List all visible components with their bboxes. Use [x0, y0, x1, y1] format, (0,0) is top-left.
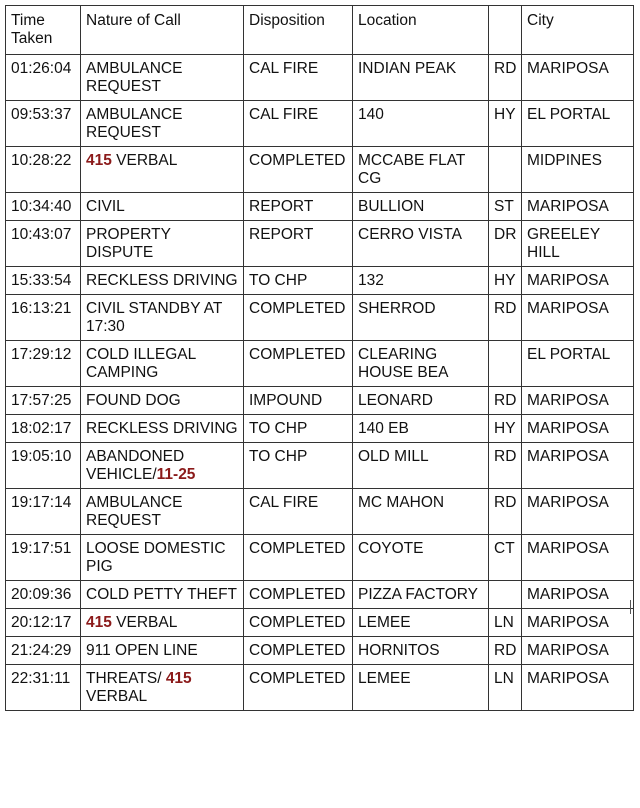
- nature-text: VERBAL: [111, 614, 178, 631]
- cell-nature: [81, 341, 244, 387]
- cell-location: OLD MILL: [353, 443, 489, 489]
- cell-disposition: TO CHP: [244, 415, 353, 443]
- cell-disposition: COMPLETED: [244, 147, 353, 193]
- cell-disposition: CAL FIRE: [244, 101, 353, 147]
- table-row: [6, 443, 634, 489]
- cell-nature: [81, 267, 244, 295]
- cell-disposition: CAL FIRE: [244, 55, 353, 101]
- cell-location: 140 EB: [353, 415, 489, 443]
- nature-text: RECKLESS DRIVING: [86, 420, 238, 437]
- cell-city: MARIPOSA: [522, 665, 634, 711]
- nature-text: RECKLESS DRIVING: [86, 272, 238, 289]
- cell-street-code: RD: [489, 443, 522, 489]
- cell-disposition: COMPLETED: [244, 665, 353, 711]
- cell-street-code: [489, 341, 522, 387]
- table-row: [6, 387, 634, 415]
- cell-location: PIZZA FACTORY: [353, 581, 489, 609]
- table-row: [6, 535, 634, 581]
- nature-text: CIVIL: [86, 198, 125, 215]
- cell-location: LEMEE: [353, 665, 489, 711]
- call-log-body: [6, 55, 634, 711]
- cell-nature: [81, 443, 244, 489]
- cell-city: MIDPINES: [522, 147, 634, 193]
- cell-city: MARIPOSA: [522, 637, 634, 665]
- cell-disposition: REPORT: [244, 221, 353, 267]
- cell-time: 10:28:22: [6, 147, 81, 193]
- table-row: [6, 221, 634, 267]
- table-row: [6, 55, 634, 101]
- cell-street-code: RD: [489, 55, 522, 101]
- cell-nature: [81, 535, 244, 581]
- nature-text: PROPERTY DISPUTE: [86, 226, 171, 261]
- cell-nature: [81, 295, 244, 341]
- header-nature-of-call: Nature of Call: [81, 6, 244, 55]
- cell-location: MC MAHON: [353, 489, 489, 535]
- cell-street-code: DR: [489, 221, 522, 267]
- cell-nature: [81, 637, 244, 665]
- cell-disposition: COMPLETED: [244, 581, 353, 609]
- nature-text: COLD PETTY THEFT: [86, 586, 238, 603]
- cell-time: 09:53:37: [6, 101, 81, 147]
- cell-time: 01:26:04: [6, 55, 81, 101]
- cell-street-code: RD: [489, 295, 522, 341]
- cell-time: 17:57:25: [6, 387, 81, 415]
- cell-nature: [81, 101, 244, 147]
- cell-disposition: TO CHP: [244, 267, 353, 295]
- cell-nature: [81, 489, 244, 535]
- table-row: [6, 581, 634, 609]
- cell-city: MARIPOSA: [522, 489, 634, 535]
- nature-text: VERBAL: [111, 152, 178, 169]
- header-time-taken: Time Taken: [6, 6, 81, 55]
- cell-city: EL PORTAL: [522, 101, 634, 147]
- cell-street-code: RD: [489, 637, 522, 665]
- cell-time: 18:02:17: [6, 415, 81, 443]
- code-highlight: 415: [86, 614, 112, 631]
- cell-time: 21:24:29: [6, 637, 81, 665]
- cell-disposition: IMPOUND: [244, 387, 353, 415]
- header-city: City: [522, 6, 634, 55]
- cell-location: BULLION: [353, 193, 489, 221]
- cell-disposition: COMPLETED: [244, 295, 353, 341]
- cell-location: 132: [353, 267, 489, 295]
- nature-text: AMBULANCE REQUEST: [86, 60, 183, 95]
- table-row: [6, 101, 634, 147]
- cell-nature: [81, 609, 244, 637]
- cell-time: 20:12:17: [6, 609, 81, 637]
- cell-location: LEMEE: [353, 609, 489, 637]
- cell-time: 16:13:21: [6, 295, 81, 341]
- cell-location: SHERROD: [353, 295, 489, 341]
- cell-time: 19:17:14: [6, 489, 81, 535]
- cell-time: 10:43:07: [6, 221, 81, 267]
- nature-text: 911 OPEN LINE: [86, 642, 198, 659]
- cell-disposition: CAL FIRE: [244, 489, 353, 535]
- cell-location: LEONARD: [353, 387, 489, 415]
- cell-street-code: [489, 581, 522, 609]
- table-row: [6, 489, 634, 535]
- cell-street-code: LN: [489, 609, 522, 637]
- cell-street-code: HY: [489, 101, 522, 147]
- cell-nature: [81, 193, 244, 221]
- cell-disposition: COMPLETED: [244, 341, 353, 387]
- nature-text: AMBULANCE REQUEST: [86, 106, 183, 141]
- cell-street-code: ST: [489, 193, 522, 221]
- cell-city: MARIPOSA: [522, 295, 634, 341]
- header-location: Location: [353, 6, 489, 55]
- code-highlight: 11-25: [156, 466, 196, 483]
- cell-nature: [81, 147, 244, 193]
- table-row: [6, 415, 634, 443]
- cell-city: MARIPOSA: [522, 193, 634, 221]
- cell-city: MARIPOSA: [522, 55, 634, 101]
- cell-disposition: COMPLETED: [244, 535, 353, 581]
- cell-nature: [81, 55, 244, 101]
- table-row: [6, 295, 634, 341]
- nature-text: FOUND DOG: [86, 392, 181, 409]
- cell-disposition: COMPLETED: [244, 609, 353, 637]
- cell-street-code: RD: [489, 489, 522, 535]
- cell-city: MARIPOSA: [522, 609, 634, 637]
- nature-text: CIVIL STANDBY AT 17:30: [86, 300, 223, 335]
- nature-text: AMBULANCE REQUEST: [86, 494, 183, 529]
- table-row: [6, 665, 634, 711]
- header-row: [6, 6, 634, 55]
- cell-time: 10:34:40: [6, 193, 81, 221]
- nature-text: VERBAL: [86, 688, 148, 705]
- cell-time: 17:29:12: [6, 341, 81, 387]
- cell-time: 22:31:11: [6, 665, 81, 711]
- cell-street-code: CT: [489, 535, 522, 581]
- cell-city: MARIPOSA: [522, 415, 634, 443]
- cell-street-code: RD: [489, 387, 522, 415]
- cell-nature: [81, 221, 244, 267]
- cell-location: CLEARING HOUSE BEA: [353, 341, 489, 387]
- cell-street-code: LN: [489, 665, 522, 711]
- nature-text: ABANDONED VEHICLE/: [86, 448, 185, 483]
- cell-street-code: [489, 147, 522, 193]
- table-row: [6, 193, 634, 221]
- table-row: [6, 341, 634, 387]
- cell-disposition: REPORT: [244, 193, 353, 221]
- cell-city: GREELEY HILL: [522, 221, 634, 267]
- cell-city: MARIPOSA: [522, 443, 634, 489]
- cell-disposition: COMPLETED: [244, 637, 353, 665]
- nature-text: THREATS/: [86, 670, 166, 687]
- cell-time: 20:09:36: [6, 581, 81, 609]
- code-highlight: 415: [165, 670, 192, 687]
- page-edge-mark: [630, 600, 631, 614]
- code-highlight: 415: [86, 152, 112, 169]
- cell-time: 19:17:51: [6, 535, 81, 581]
- cell-nature: [81, 415, 244, 443]
- cell-city: MARIPOSA: [522, 387, 634, 415]
- table-row: [6, 267, 634, 295]
- table-row: [6, 637, 634, 665]
- cell-disposition: TO CHP: [244, 443, 353, 489]
- table-row: [6, 609, 634, 637]
- cell-nature: [81, 387, 244, 415]
- cell-time: 19:05:10: [6, 443, 81, 489]
- header-disposition: Disposition: [244, 6, 353, 55]
- cell-time: 15:33:54: [6, 267, 81, 295]
- cell-nature: [81, 581, 244, 609]
- cell-city: MARIPOSA: [522, 581, 634, 609]
- nature-text: COLD ILLEGAL CAMPING: [86, 346, 196, 381]
- cell-location: INDIAN PEAK: [353, 55, 489, 101]
- cell-location: 140: [353, 101, 489, 147]
- cell-location: HORNITOS: [353, 637, 489, 665]
- nature-text: LOOSE DOMESTIC PIG: [86, 540, 226, 575]
- cell-street-code: HY: [489, 267, 522, 295]
- cell-street-code: HY: [489, 415, 522, 443]
- header-street-code: [489, 6, 522, 55]
- call-log-table: [5, 5, 634, 711]
- cell-location: COYOTE: [353, 535, 489, 581]
- cell-city: EL PORTAL: [522, 341, 634, 387]
- cell-city: MARIPOSA: [522, 535, 634, 581]
- cell-city: MARIPOSA: [522, 267, 634, 295]
- cell-location: MCCABE FLAT CG: [353, 147, 489, 193]
- cell-nature: [81, 665, 244, 711]
- cell-location: CERRO VISTA: [353, 221, 489, 267]
- table-row: [6, 147, 634, 193]
